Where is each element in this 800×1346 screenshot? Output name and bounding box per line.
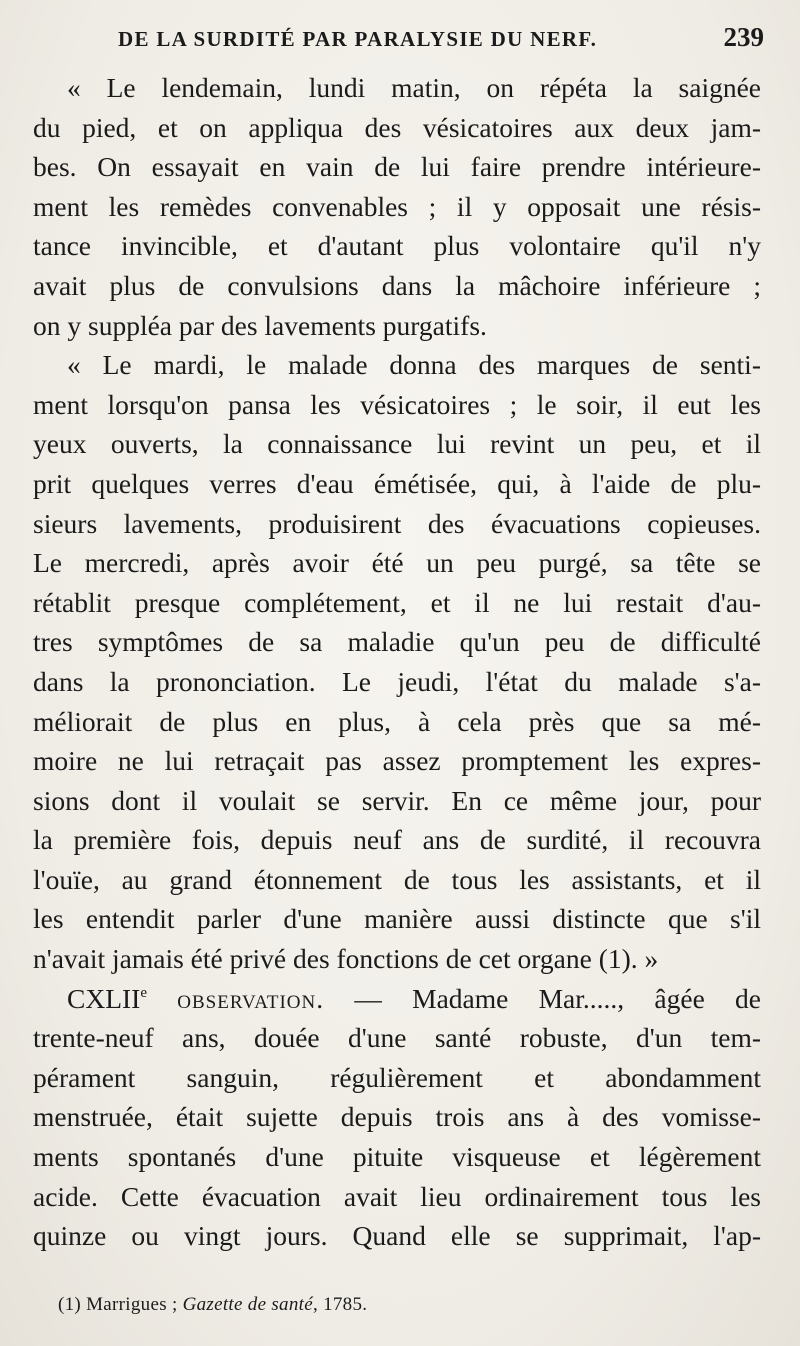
text-line: méliorait de plus en plus, à cela près que sa mé- [33, 705, 761, 737]
text-line: tres symptômes de sa maladie qu'un peu de difficulté [33, 626, 761, 658]
text-line: n'avait jamais été privé des fonctions de cet organe (1). » [33, 943, 659, 975]
text-line: quinze ou vingt jours. Quand elle se supprimait, l'ap- [33, 1220, 761, 1252]
text-line: trente-neuf ans, douée d'une santé robuste, d'un tem- [33, 1022, 761, 1054]
text-line: ment les remèdes convenables ; il y opposait une résis- [33, 190, 761, 222]
page-number: 239 [723, 22, 764, 52]
text-line: yeux ouverts, la connaissance lui revint un peu, et il [33, 428, 761, 460]
observation-heading-line [33, 979, 761, 1019]
text-line: avait plus de convulsions dans la mâchoire inférieure ; [33, 269, 761, 301]
footnote-source: Gazette de santé [182, 1294, 313, 1315]
text-line: dans la prononciation. Le jeudi, l'état du malade s'a- [33, 665, 761, 697]
ordinal-superscript: e [140, 984, 147, 1001]
text-line: ment lorsqu'on pansa les vésicatoires ; le soir, il eut les [33, 388, 761, 420]
text-line: sieurs lavements, produisirent des évacuations copieuses. [33, 507, 761, 539]
text-line: sions dont il voulait se servir. En ce même jour, pour [33, 784, 761, 816]
text-line: menstruée, était sujette depuis trois ans à des vomisse- [33, 1101, 761, 1133]
text-line: l'ouïe, au grand étonnement de tous les assistants, et il [33, 863, 761, 895]
text-line: moire ne lui retraçait pas assez promptement les expres- [33, 745, 761, 777]
observation-label: observation. [177, 982, 325, 1014]
text-line: la première fois, depuis neuf ans de surdité, il recouvra [33, 824, 761, 856]
text-line: Le mercredi, après avoir été un peu purgé, sa tête se [33, 547, 761, 579]
observation-number: CXLII [67, 982, 141, 1014]
text-line: « Le mardi, le malade donna des marques de senti- [67, 349, 761, 381]
text-line: « Le lendemain, lundi matin, on répéta la saignée [67, 72, 761, 103]
text-line: tance invincible, et d'autant plus volontaire qu'il n'y [33, 230, 761, 262]
observation-intro: — Madame Mar....., âgée de [324, 982, 761, 1014]
text-line: rétablit presque complétement, et il ne lui restait d'au- [33, 586, 761, 618]
footnote-year: , 1785. [312, 1294, 368, 1315]
page-header [118, 22, 764, 58]
text-line: ments spontanés d'une pituite visqueuse et légèrement [33, 1141, 761, 1173]
footnote [58, 1294, 367, 1316]
body-text [33, 68, 761, 1256]
text-line: les entendit parler d'une manière aussi distincte que s'il [33, 903, 761, 935]
text-line: pérament sanguin, régulièrement et abondamment [33, 1061, 761, 1093]
footnote-marker: (1) Marrigues ; [58, 1294, 183, 1315]
text-line: prit quelques verres d'eau émétisée, qui, à l'aide de plu- [33, 467, 761, 499]
text-line: bes. On essayait en vain de lui faire prendre intérieure- [33, 151, 761, 183]
text-line: du pied, et on appliqua des vésicatoires aux deux jam- [33, 111, 761, 143]
running-head: DE LA SURDITÉ PAR PARALYSIE DU NERF. [118, 27, 598, 51]
text-line: on y suppléa par des lavements purgatifs. [33, 309, 487, 341]
text-line: acide. Cette évacuation avait lieu ordinairement tous les [33, 1180, 761, 1212]
